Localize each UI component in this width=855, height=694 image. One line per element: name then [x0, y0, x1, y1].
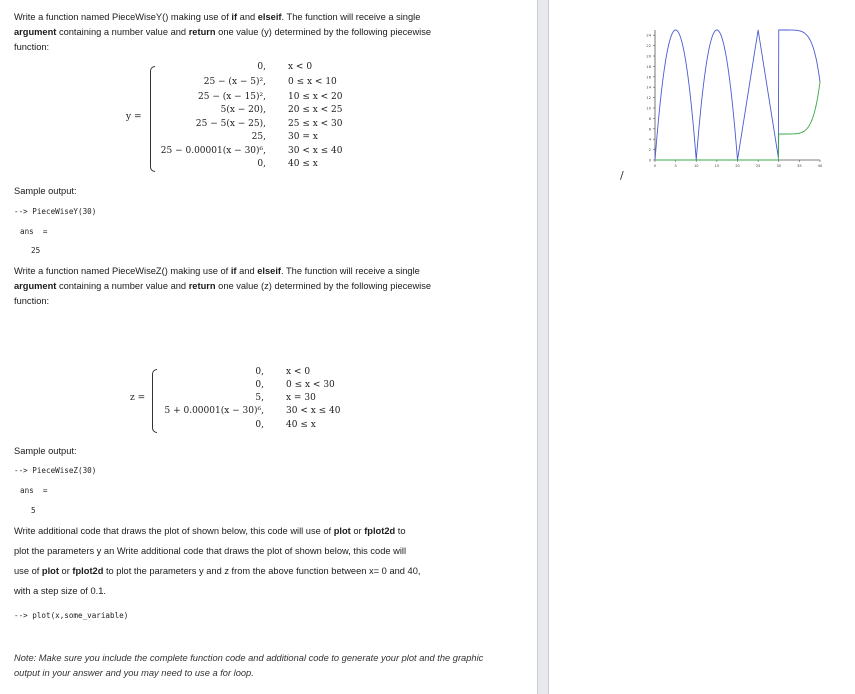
case-value-z: 0, — [255, 420, 264, 430]
case-condition-y: 10 ≤ x < 20 — [288, 92, 343, 102]
y-tick-label: 8 — [648, 116, 651, 121]
series-point-z — [791, 133, 792, 134]
y-tick-label: 20 — [646, 54, 651, 59]
case-value-z: 0, — [255, 380, 264, 390]
series-line-z — [655, 82, 820, 160]
series-point-z — [787, 133, 788, 134]
series-point-z — [683, 160, 684, 161]
case-value-z: 5, — [255, 393, 264, 403]
case-condition-y: 30 < x ≤ 40 — [288, 146, 343, 156]
instruction-line: Write additional code that draws the plot of shown below, this code will use of plot or fplot2d to — [14, 526, 406, 536]
series-point-z — [679, 160, 680, 161]
series-point-z — [729, 160, 730, 161]
case-value-y: 5(x − 20), — [220, 105, 266, 115]
y-tick-label: 6 — [648, 127, 651, 132]
series-point-z — [696, 160, 697, 161]
series-point-z — [700, 160, 701, 161]
sample-command-y: --> PieceWiseY(30) — [14, 207, 97, 216]
case-condition-y: 20 ≤ x < 25 — [288, 105, 343, 115]
case-value-y: 25 − (x − 15)², — [198, 92, 266, 102]
case-value-z: 0, — [255, 367, 264, 377]
series-point-z — [807, 127, 808, 128]
series-point-z — [770, 160, 771, 161]
case-condition-z: 40 ≤ x — [286, 420, 316, 430]
yz-plot — [550, 0, 855, 200]
case-value-y: 25 − (x − 5)², — [203, 77, 266, 87]
case-value-y: 0, — [257, 159, 266, 169]
note-paragraph: Note: Make sure you include the complete function code and additional code to generate your plot and the graphic output in your answer and you may need to use a for loop. — [14, 653, 484, 678]
case-value-z: 5 + 0.00001(x − 30)⁶, — [164, 406, 264, 416]
sample-command-z: --> PieceWiseZ(30) — [14, 466, 97, 475]
intro-paragraph-z: Write a function named PieceWiseZ() making use of if and elseif. The function will receive a single argument containing a number value and return one value (z) determined by the following piecewise function: — [14, 266, 432, 306]
plot-axes — [646, 30, 823, 168]
series-point-z — [688, 160, 689, 161]
case-value-y: 25 − 5(x − 25), — [195, 119, 266, 129]
y-tick-label: 4 — [648, 137, 651, 142]
series-point-z — [766, 160, 767, 161]
instruction-line: use of plot or fplot2d to plot the parameters y and z from the above function between x= 0 and 40, — [14, 566, 421, 576]
series-point-z — [725, 160, 726, 161]
series-point-z — [708, 160, 709, 161]
case-condition-y: 0 ≤ x < 10 — [288, 77, 337, 87]
series-point-z — [716, 160, 717, 161]
y-tick-label: 24 — [646, 33, 651, 38]
series-point-z — [803, 131, 804, 132]
series-point-z — [655, 160, 656, 161]
series-point-z — [795, 133, 796, 134]
x-tick-label: 25 — [755, 164, 761, 168]
series-point-z — [659, 160, 660, 161]
series-point-z — [754, 160, 755, 161]
series-point-z — [815, 106, 816, 107]
intro-paragraph-y: Write a function named PieceWiseY() making use of if and elseif. The function will receive a single argument containing a number value and return one value (y) determined by the following piecewise function: — [14, 12, 432, 52]
x-tick-label: 0 — [653, 164, 657, 168]
series-line-y — [655, 30, 820, 160]
series-point-z — [799, 133, 800, 134]
case-value-y: 25 − 0.00001(x − 30)⁶, — [160, 146, 266, 156]
y-tick-label: 2 — [648, 148, 651, 153]
y-tick-label: 18 — [646, 64, 651, 69]
equation-lhs-z: z = — [130, 393, 146, 403]
x-tick-label: 30 — [776, 164, 782, 168]
equation-lhs-y: y = — [126, 112, 142, 122]
x-tick-label: 20 — [735, 164, 740, 168]
series-point-z — [758, 160, 759, 161]
series-point-z — [749, 160, 750, 161]
plot-code-sample: --> plot(x,some_variable) — [14, 611, 129, 620]
case-value-y: 0, — [257, 62, 266, 72]
series-point-z — [721, 160, 722, 161]
cursor-mark: / — [620, 169, 624, 182]
case-value-y: 25, — [251, 132, 266, 142]
sample-output-label-y: Sample output: — [14, 186, 77, 196]
series-point-z — [712, 160, 713, 161]
series-point-z — [778, 134, 779, 135]
series-point-z — [782, 133, 783, 134]
y-tick-label: 10 — [646, 106, 651, 111]
series-point-z — [737, 160, 738, 161]
case-condition-y: 40 ≤ x — [288, 159, 318, 169]
x-tick-label: 10 — [693, 164, 699, 168]
case-condition-y: x < 0 — [288, 62, 313, 72]
right-panel — [550, 0, 855, 694]
ans-label-y: ans = — [20, 227, 48, 236]
y-tick-label: 14 — [646, 85, 651, 90]
case-condition-z: x < 0 — [286, 367, 311, 377]
x-tick-label: 5 — [674, 164, 677, 168]
case-condition-y: 25 ≤ x < 30 — [288, 119, 343, 129]
series-point-z — [733, 160, 734, 161]
y-tick-label: 12 — [646, 96, 651, 101]
series-point-z — [762, 160, 763, 161]
case-condition-z: 30 < x ≤ 40 — [286, 406, 341, 416]
series-point-z — [774, 160, 775, 161]
series-point-z — [671, 160, 672, 161]
series-point-z — [745, 160, 746, 161]
ans-value-z: 5 — [31, 506, 36, 515]
ans-label-z: ans = — [20, 486, 48, 495]
series-point-z — [811, 120, 812, 121]
y-tick-label: 16 — [646, 75, 651, 80]
y-tick-label: 22 — [646, 44, 651, 49]
instruction-line: plot the parameters y an Write additional code that draws the plot of shown below, this code will — [14, 546, 407, 556]
series-point-z — [663, 160, 664, 161]
series-point-z — [692, 160, 693, 161]
series-point-z — [704, 160, 705, 161]
plot-series — [655, 30, 821, 161]
instruction-line: with a step size of 0.1. — [14, 586, 106, 596]
case-condition-z: x = 30 — [286, 393, 316, 403]
series-point-z — [741, 160, 742, 161]
plot-instructions — [14, 521, 464, 601]
ans-value-y: 25 — [31, 246, 41, 255]
x-tick-label: 15 — [714, 164, 720, 168]
series-point-z — [675, 160, 676, 161]
x-tick-label: 35 — [797, 164, 802, 168]
page-divider — [537, 0, 549, 694]
series-point-z — [820, 82, 821, 83]
x-tick-label: 40 — [817, 164, 823, 168]
y-tick-label: 0 — [648, 158, 651, 163]
sample-output-label-z: Sample output: — [14, 446, 77, 456]
case-condition-z: 0 ≤ x < 30 — [286, 380, 335, 390]
series-point-z — [667, 160, 668, 161]
case-condition-y: 30 = x — [288, 132, 318, 142]
